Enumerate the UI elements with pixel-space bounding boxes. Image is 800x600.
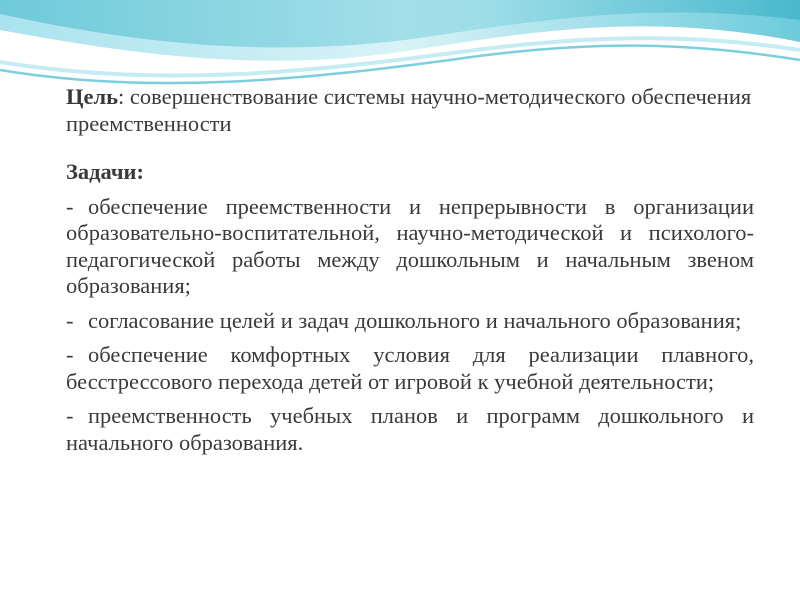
task-text: преемственность учебных планов и программ дошкольного и начального образования. (66, 403, 754, 455)
decorative-wave-header (0, 0, 800, 95)
task-item (66, 194, 754, 300)
task-item (66, 308, 754, 335)
tasks-heading: Задачи: (66, 159, 145, 184)
task-text: согласование целей и задач дошкольного и начального образования; (88, 307, 742, 333)
slide-content (66, 84, 754, 456)
task-marker: - (66, 193, 74, 219)
goal-text: : совершенствование системы научно-методического обеспечения преемственности (66, 84, 752, 136)
goal-paragraph (66, 84, 754, 137)
task-text: обеспечение преемственности и непрерывности в организации образовательно-воспитательной, научно-методической и психолого-педагогической работы между дошкольным и начальным звеном образования; (66, 193, 754, 298)
task-item (66, 342, 754, 395)
task-marker: - (66, 403, 74, 428)
task-marker: - (66, 342, 74, 367)
task-text: обеспечение комфортных условия для реализации плавного, бесстрессового перехода детей от игровой к учебной деятельности; (66, 342, 754, 394)
goal-label: Цель (66, 84, 119, 109)
task-item (66, 403, 754, 456)
task-marker: - (66, 307, 74, 333)
